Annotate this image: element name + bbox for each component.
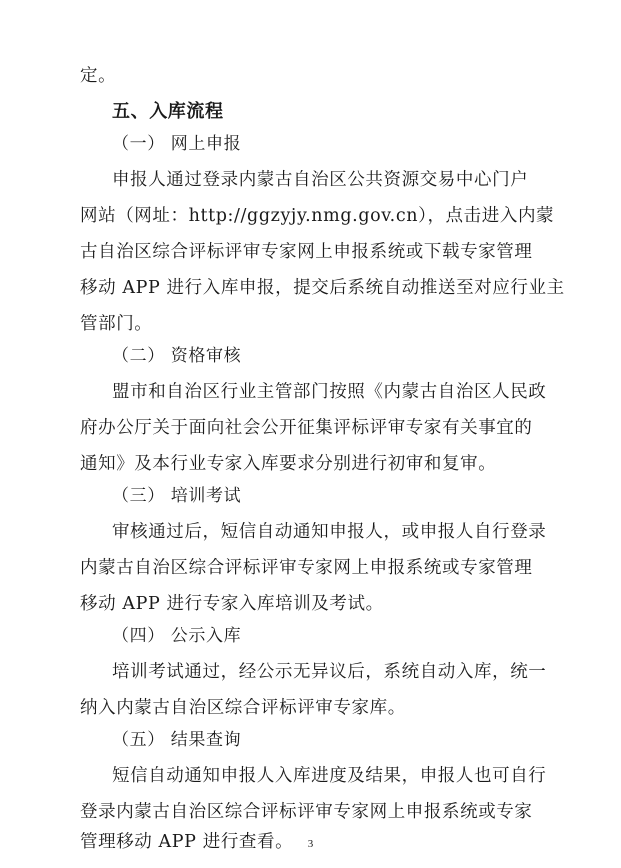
subsection-heading: （五） 结果查询 [112,730,242,750]
paragraph-line: 网站（网址：http://ggzyjy.nmg.gov.cn），点击进入内蒙 [80,206,555,226]
paragraph-line: 短信自动通知申报人入库进度及结果，申报人也可自行 [112,766,547,786]
subsection-heading: （三） 培训考试 [112,486,242,506]
subsection-heading: （四） 公示入库 [112,626,242,646]
subsection-heading: （二） 资格审核 [112,346,242,366]
subsection-heading: （一） 网上申报 [112,134,242,154]
paragraph-line: 府办公厅关于面向社会公开征集评标评审专家有关事宜的 [80,418,533,438]
paragraph-line: 通知》及本行业专家入库要求分别进行初审和复审。 [80,454,497,474]
paragraph-line: 管部门。 [80,314,153,334]
paragraph-line: 盟市和自治区行业主管部门按照《内蒙古自治区人民政 [112,382,547,402]
section-heading: 五、入库流程 [112,101,224,122]
paragraph-line: 申报人通过登录内蒙古自治区公共资源交易中心门户 [112,170,529,190]
page-number: 3 [307,838,314,850]
paragraph-line: 移动 APP 进行专家入库培训及考试。 [80,594,384,614]
paragraph-line: 内蒙古自治区综合评标评审专家网上申报系统或专家管理 [80,558,533,578]
paragraph-line: 古自治区综合评标评审专家网上申报系统或下载专家管理 [80,242,533,262]
paragraph-line: 管理移动 APP 进行查看。 [80,832,294,852]
paragraph-line: 培训考试通过，经公示无异议后，系统自动入库，统一 [112,662,547,682]
paragraph-line: 纳入内蒙古自治区综合评标评审专家库。 [80,698,406,718]
paragraph-line: 登录内蒙古自治区综合评标评审专家网上申报系统或专家 [80,802,533,822]
paragraph-line: 移动 APP 进行入库申报，提交后系统自动推送至对应行业主 [80,278,565,298]
paragraph-line: 审核通过后，短信自动通知申报人，或申报人自行登录 [112,522,547,542]
paragraph-tail: 定。 [80,66,117,86]
